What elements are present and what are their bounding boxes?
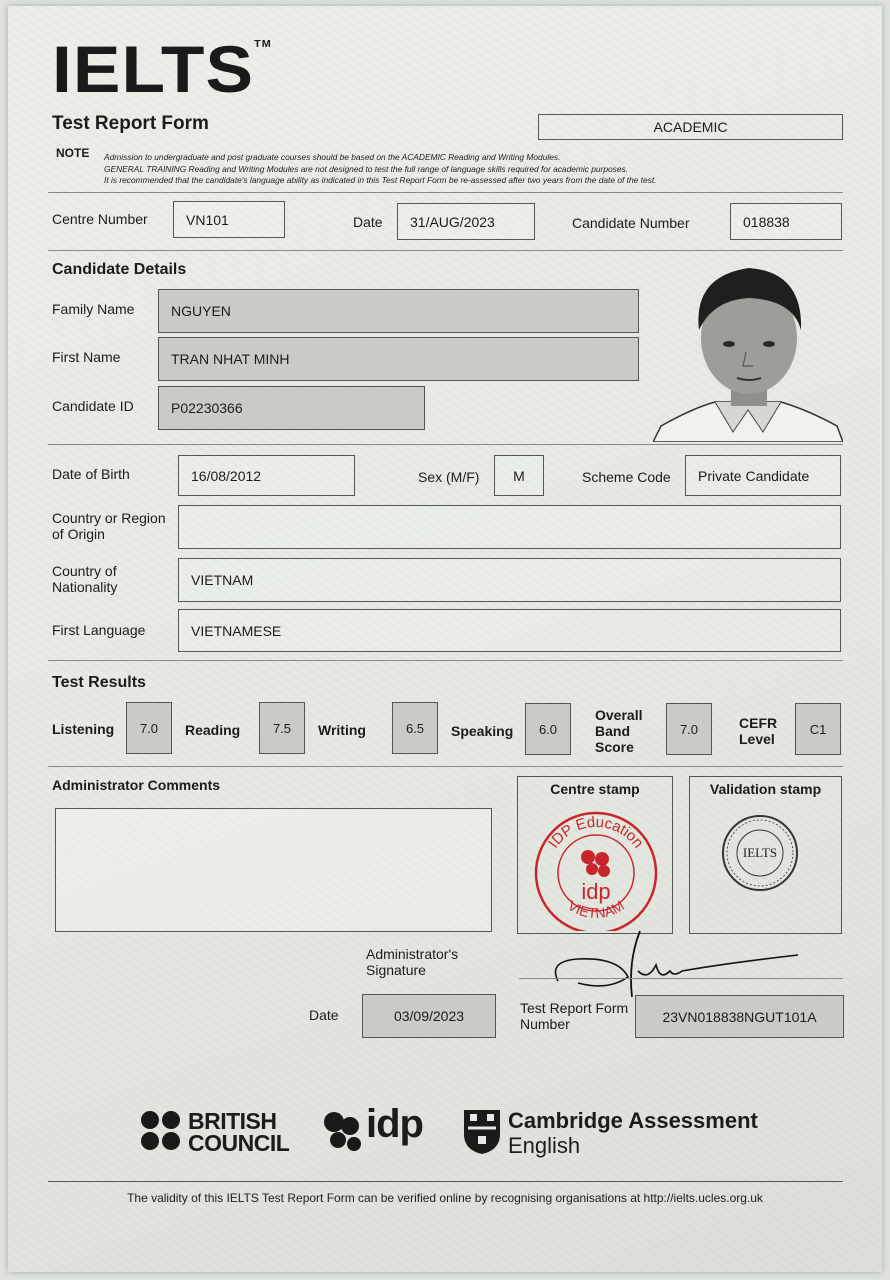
cefr-level-label: CEFR Level — [739, 715, 778, 747]
writing-label: Writing — [318, 722, 366, 738]
test-results-title: Test Results — [52, 674, 146, 691]
cambridge-shield-icon — [462, 1108, 502, 1156]
cefr-level-field: C1 — [795, 703, 841, 755]
listening-label: Listening — [52, 721, 115, 737]
divider — [48, 766, 843, 767]
module-field: ACADEMIC — [538, 114, 843, 140]
trf-number-label: Test Report Form Number — [520, 1000, 629, 1032]
test-date-field: 31/AUG/2023 — [397, 203, 535, 240]
centre-number-field: VN101 — [173, 201, 285, 238]
form-title: Test Report Form — [52, 113, 209, 134]
idp-flower-icon — [320, 1108, 366, 1154]
centre-number-label: Centre Number — [52, 211, 148, 227]
note-text: Admission to undergraduate and post graduate courses should be based on the ACADEMIC Reading and Writing Modules. GENERAL TRAINING Reading and Writing Modules are not designed to test the full range of language skills required for academic purposes. It is recommended that the candidate's language ability as indicated in this Test Report Form be re-assessed after two years from the date of the test. — [104, 152, 657, 185]
admin-signature-label: Administrator's Signature — [366, 946, 459, 978]
stamp-bottom-text: VIETNAM — [565, 897, 627, 922]
footer-verification-text: The validity of this IELTS Test Report Form can be verified online by recognising organisations at http://ielts.ucles.org.uk — [127, 1191, 763, 1205]
admin-date-field: 03/09/2023 — [362, 994, 496, 1038]
ielts-validation-seal — [720, 813, 800, 898]
centre-stamp-panel — [517, 776, 673, 934]
speaking-label: Speaking — [451, 723, 514, 739]
reading-label: Reading — [185, 722, 241, 738]
validation-stamp-panel — [689, 776, 842, 934]
scheme-code-label: Scheme Code — [582, 469, 671, 485]
date-label: Date — [353, 214, 383, 230]
admin-comments-label: Administrator Comments — [52, 777, 221, 793]
sex-label: Sex (M/F) — [418, 469, 480, 485]
divider — [48, 250, 843, 251]
divider — [48, 192, 843, 193]
note-label: NOTE — [56, 146, 90, 160]
trf-number-field: 23VN018838NGUT101A — [635, 995, 844, 1038]
reading-score: 7.5 — [259, 702, 305, 754]
first-language-field: VIETNAMESE — [178, 609, 841, 652]
candidate-id-label: Candidate ID — [52, 398, 134, 414]
ielts-logo: IELTS™ — [52, 32, 272, 106]
scheme-code-field: Private Candidate — [685, 455, 841, 496]
admin-comments-field — [55, 808, 492, 932]
nationality-label: Country of Nationality — [52, 563, 118, 595]
first-name-field: TRAN NHAT MINH — [158, 337, 639, 381]
admin-signature — [548, 921, 808, 1006]
divider — [48, 1181, 843, 1182]
test-report-form: IELTS™ Test Report Form ACADEMIC NOTE Admission to undergraduate and post graduate courses should be based on the ACADEMIC Reading and Writing Modules. GENERAL TRAINING Reading and Writing Modules are not designed to test the full range of language skills required for academic purposes. It is recommended that the candidate's language ability as indicated in this Test Report Form be re-assessed after two years from the date of the test. Centre Number VN101 Date 31/AUG/2023 Candidate Number 018838 Candidate Details Family Name NGUYEN First Name TRAN NHAT MINH Candidate ID P02230366 Date of Birth 16/08/2012 Sex (M/F) M Scheme Code Private Candidate Country or Region of Origin Country of Nationality VIETNAM First Language VIETNAMESE Test Results Listening 7.0 Reading 7.5 Writing 6.5 Speaking 6.0 Overall Band Score 7.0 CEFR Level C1 Administrator Comments Centre stamp IDP Education VIETNAM idp Validation stamp IELTS Administrator's Signature Date 03/09/2023 Test Report Form Number 23VN018838NGUT101A BRITISH COUNCIL idp Cambridge Assessment English The validity of this IELTS Test Report Form can be verified online by recognising organisations at http://ielts.ucles.org.uk — [8, 6, 882, 1272]
divider — [48, 444, 843, 445]
candidate-number-label: Candidate Number — [572, 215, 690, 231]
country-origin-label: Country or Region of Origin — [52, 510, 166, 542]
dob-label: Date of Birth — [52, 466, 130, 482]
divider — [48, 660, 843, 661]
candidate-id-field: P02230366 — [158, 386, 425, 430]
nationality-field: VIETNAM — [178, 558, 841, 602]
validation-stamp-label: Validation stamp — [709, 781, 822, 797]
dob-field: 16/08/2012 — [178, 455, 355, 496]
listening-score: 7.0 — [126, 702, 172, 754]
candidate-details-title: Candidate Details — [52, 261, 187, 278]
stamp-center-text: idp — [581, 879, 611, 904]
centre-stamp-label: Centre stamp — [550, 781, 640, 797]
first-language-label: First Language — [52, 622, 146, 638]
candidate-number-field: 018838 — [730, 203, 842, 240]
british-council-dots-icon — [140, 1110, 182, 1152]
signature-line — [519, 978, 843, 979]
candidate-photo — [653, 260, 843, 442]
sex-field: M — [494, 455, 544, 496]
admin-date-label: Date — [309, 1007, 339, 1023]
overall-band-label: Overall Band Score — [595, 707, 643, 755]
validation-seal-text: IELTS — [742, 845, 778, 860]
first-name-label: First Name — [52, 349, 121, 365]
family-name-field: NGUYEN — [158, 289, 639, 333]
overall-band-score: 7.0 — [666, 703, 712, 755]
idp-centre-stamp — [526, 797, 666, 936]
family-name-label: Family Name — [52, 301, 135, 317]
stamp-top-text: IDP Education — [545, 813, 647, 852]
speaking-score: 6.0 — [525, 703, 571, 755]
writing-score: 6.5 — [392, 702, 438, 754]
country-origin-field — [178, 505, 841, 549]
idp-flower-icon — [581, 850, 610, 877]
